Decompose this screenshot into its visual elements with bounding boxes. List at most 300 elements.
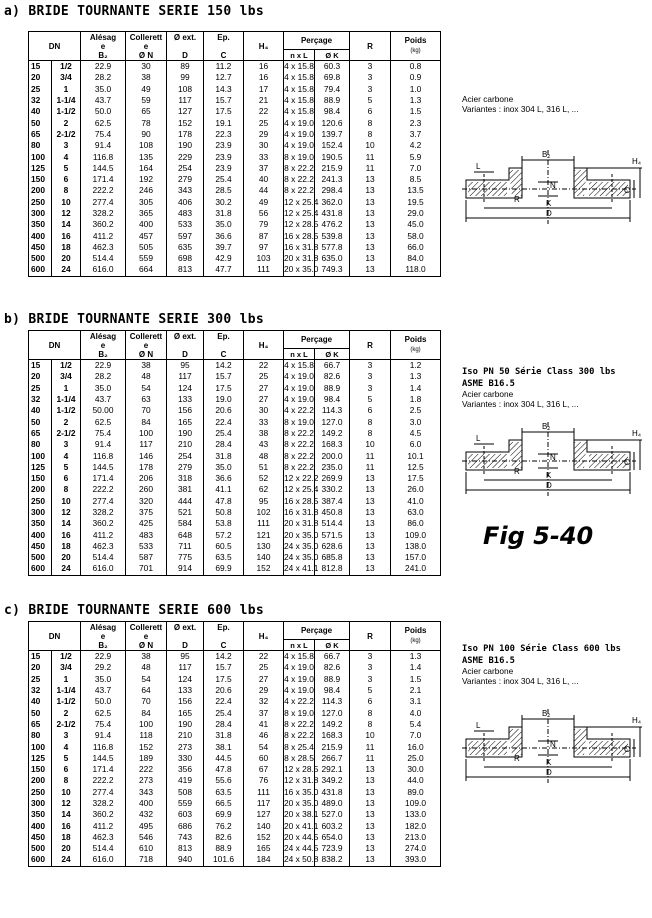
table-cell: 13 <box>350 174 391 185</box>
table-cell: 400 <box>29 820 52 831</box>
table-cell: 3.7 <box>391 129 441 140</box>
table-cell: 44.5 <box>204 753 244 764</box>
table-cell: 35.0 <box>81 383 126 394</box>
table-cell: 5 <box>52 163 81 174</box>
table-cell: 46 <box>244 730 284 741</box>
table-cell: 505 <box>126 242 167 253</box>
table-row <box>29 174 441 185</box>
table-cell: 54 <box>126 674 167 685</box>
table-cell: 277.4 <box>81 787 126 798</box>
table-cell: 616.0 <box>81 854 126 866</box>
table-cell: 22.4 <box>204 416 244 427</box>
table-cell: 330.2 <box>315 484 350 495</box>
table-cell: 3 <box>350 84 391 95</box>
table-cell: 190.5 <box>315 151 350 162</box>
table-cell: 10 <box>52 496 81 507</box>
table-cell: 305 <box>126 197 167 208</box>
table-cell: 95 <box>167 651 204 663</box>
col-percage: Perçage <box>284 622 350 640</box>
table-cell: 0.9 <box>391 72 441 83</box>
table-cell: 13 <box>350 787 391 798</box>
table-cell: 35.0 <box>81 674 126 685</box>
table-cell: 559 <box>126 253 167 264</box>
table-cell: 400 <box>126 798 167 809</box>
col-ep: Ep. C <box>204 32 244 61</box>
table-cell: 78 <box>126 117 167 128</box>
table-cell: 13 <box>350 208 391 219</box>
col-ok: Ø K <box>315 640 350 651</box>
table-cell: 164 <box>126 163 167 174</box>
table-cell: 419 <box>167 775 204 786</box>
table-row <box>29 416 441 427</box>
flange-table-150 <box>28 31 441 277</box>
table-cell: 222.2 <box>81 775 126 786</box>
table-cell: 13 <box>350 820 391 831</box>
table-cell: 32 <box>29 95 52 106</box>
table-cell: 16 <box>244 61 284 73</box>
table-cell: 171.4 <box>81 174 126 185</box>
table-cell: 127.0 <box>315 416 350 427</box>
table-cell: 124 <box>167 674 204 685</box>
table-cell: 3 <box>52 140 81 151</box>
table-cell: 685.8 <box>315 552 350 563</box>
table-cell: 500 <box>29 253 52 264</box>
table-cell: 2.5 <box>391 405 441 416</box>
table-cell: 603 <box>167 809 204 820</box>
table-cell: 30.2 <box>204 197 244 208</box>
table-cell: 13 <box>350 507 391 518</box>
table-cell: 17.5 <box>204 674 244 685</box>
table-cell: 1-1/2 <box>52 106 81 117</box>
table-cell: 22.4 <box>204 696 244 707</box>
table-cell: 20 x 41.1 <box>284 820 319 831</box>
table-cell: 4 <box>52 450 81 461</box>
label-d: D <box>546 209 552 218</box>
col-ext: Ø ext. D <box>167 331 204 360</box>
table-cell: 5 <box>52 753 81 764</box>
table-cell: 11 <box>350 450 391 461</box>
iso-standard-text: Iso PN 100 Série Class 600 lbs <box>462 644 621 654</box>
table-cell: 16.0 <box>391 741 441 752</box>
table-cell: 168.3 <box>315 730 350 741</box>
table-row <box>29 685 441 696</box>
table-cell: 125 <box>29 753 52 764</box>
table-cell: 66.7 <box>315 360 350 372</box>
label-k: K <box>546 471 552 480</box>
table-cell: 18 <box>52 832 81 843</box>
label-c: C <box>624 745 630 754</box>
table-cell: 80 <box>29 730 52 741</box>
table-cell: 63.5 <box>204 787 244 798</box>
table-cell: 88.9 <box>315 674 350 685</box>
table-cell: 20 x 35.0 <box>284 529 319 540</box>
table-cell: 210 <box>167 730 204 741</box>
table-cell: 13 <box>350 832 391 843</box>
table-cell: 1-1/4 <box>52 95 81 106</box>
table-row <box>29 741 441 752</box>
table-cell: 375 <box>126 507 167 518</box>
table-cell: 13 <box>350 264 391 276</box>
table-cell: 20 <box>52 552 81 563</box>
table-cell: 476.2 <box>315 219 350 230</box>
table-cell: 812.8 <box>315 563 350 575</box>
table-cell: 200 <box>29 775 52 786</box>
table-cell: 1 <box>52 84 81 95</box>
table-cell: 114.3 <box>315 696 350 707</box>
table-cell: 144.5 <box>81 462 126 473</box>
col-dn: DN <box>29 32 81 61</box>
table-row <box>29 507 441 518</box>
col-alesage: Alésag e B₂ <box>81 622 126 651</box>
table-cell: 1 <box>52 383 81 394</box>
table-cell: 483 <box>167 208 204 219</box>
table-cell: 277.4 <box>81 496 126 507</box>
table-cell: 43 <box>244 439 284 450</box>
table-cell: 4 x 19.0 <box>284 685 314 696</box>
table-cell: 190 <box>167 719 204 730</box>
table-row <box>29 394 441 405</box>
table-cell: 14.2 <box>204 651 244 663</box>
table-cell: 8 x 22.2 <box>284 718 314 729</box>
table-cell: 0.8 <box>391 61 441 73</box>
table-cell: 80 <box>29 439 52 450</box>
table-cell: 10 <box>52 197 81 208</box>
side-note-a <box>462 95 579 114</box>
table-cell: 10 <box>350 730 391 741</box>
table-cell: 6 <box>52 764 81 775</box>
table-cell: 4 x 19.0 <box>284 394 314 405</box>
table-cell: 254 <box>167 450 204 461</box>
table-cell: 182.0 <box>391 820 441 831</box>
table-cell: 38.1 <box>204 741 244 752</box>
table-row <box>29 809 441 820</box>
table-cell: 20 x 35.0 <box>284 264 319 275</box>
table-cell: 300 <box>29 507 52 518</box>
table-cell: 616.0 <box>81 264 126 276</box>
table-cell: 79.4 <box>315 84 350 95</box>
table-cell: 22 <box>244 360 284 372</box>
table-cell: 343 <box>126 787 167 798</box>
table-cell: 559 <box>167 798 204 809</box>
table-cell: 411.2 <box>81 230 126 241</box>
table-cell: 127.0 <box>315 707 350 718</box>
table-cell: 70 <box>126 405 167 416</box>
table-cell: 16 x 28.5 <box>284 495 319 506</box>
table-cell: 8 x 22.2 <box>284 162 314 173</box>
table-cell: 114.3 <box>315 405 350 416</box>
table-row <box>29 674 441 685</box>
table-cell: 431.8 <box>315 787 350 798</box>
table-cell: 587 <box>126 552 167 563</box>
table-cell: 13 <box>350 854 391 866</box>
table-cell: 25.4 <box>204 174 244 185</box>
table-cell: 20.6 <box>204 405 244 416</box>
table-cell: 597 <box>167 230 204 241</box>
table-cell: 32 <box>29 685 52 696</box>
table-cell: 118 <box>126 730 167 741</box>
figure-label: Fig 5-40 <box>483 522 594 550</box>
table-cell: 47.8 <box>204 764 244 775</box>
table-row <box>29 820 441 831</box>
section-b-title: b) BRIDE TOURNANTE SERIE 300 lbs <box>4 312 265 327</box>
table-cell: 13 <box>350 809 391 820</box>
table-cell: 24 <box>52 264 81 276</box>
table-cell: 165 <box>167 707 204 718</box>
table-cell: 62.5 <box>81 707 126 718</box>
table-cell: 1 <box>52 674 81 685</box>
table-cell: 20 x 44.5 <box>284 831 319 842</box>
table-cell: 20 <box>29 371 52 382</box>
table-cell: 56 <box>244 208 284 219</box>
table-cell: 178 <box>126 462 167 473</box>
table-cell: 12 <box>52 507 81 518</box>
table-cell: 133.0 <box>391 809 441 820</box>
label-l: L <box>476 434 481 443</box>
table-cell: 3/4 <box>52 72 81 83</box>
table-cell: 15 <box>29 651 52 663</box>
table-cell: 462.3 <box>81 242 126 253</box>
table-cell: 27 <box>244 394 284 405</box>
table-cell: 109.0 <box>391 529 441 540</box>
table-row <box>29 832 441 843</box>
table-cell: 8 x 22.2 <box>284 730 314 741</box>
table-cell: 539.8 <box>315 230 350 241</box>
table-cell: 67 <box>244 764 284 775</box>
table-cell: 100 <box>126 719 167 730</box>
table-row <box>29 798 441 809</box>
table-cell: 241.0 <box>391 563 441 575</box>
table-cell: 124 <box>167 383 204 394</box>
table-row <box>29 95 441 106</box>
table-cell: 387.4 <box>315 496 350 507</box>
table-cell: 156 <box>167 696 204 707</box>
table-cell: 8 x 19.0 <box>284 416 314 427</box>
table-cell: 91.4 <box>81 730 126 741</box>
col-poids: Poids (kg) <box>391 622 441 651</box>
label-l: L <box>476 162 481 171</box>
table-cell: 215.9 <box>315 163 350 174</box>
table-cell: 4 x 19.0 <box>284 117 314 128</box>
table-cell: 320 <box>126 496 167 507</box>
table-cell: 616.0 <box>81 563 126 575</box>
table-cell: 41.1 <box>204 484 244 495</box>
table-cell: 13 <box>350 798 391 809</box>
table-cell: 360.2 <box>81 809 126 820</box>
table-cell: 100 <box>29 450 52 461</box>
table-cell: 3 <box>350 674 391 685</box>
table-cell: 40 <box>244 174 284 185</box>
table-cell: 4.5 <box>391 428 441 439</box>
table-cell: 127 <box>167 106 204 117</box>
table-cell: 457 <box>126 230 167 241</box>
table-cell: 349.2 <box>315 775 350 786</box>
table-cell: 3 <box>350 662 391 673</box>
table-cell: 8 <box>350 416 391 427</box>
table-cell: 8 <box>350 719 391 730</box>
table-cell: 53.8 <box>204 518 244 529</box>
table-cell: 99 <box>167 72 204 83</box>
table-cell: 65 <box>29 719 52 730</box>
table-cell: 157.0 <box>391 552 441 563</box>
table-cell: 22.9 <box>81 651 126 663</box>
table-cell: 3 <box>350 72 391 83</box>
col-collerette: Collerett e Ø N <box>126 32 167 61</box>
table-cell: 6 <box>350 405 391 416</box>
table-cell: 48 <box>126 371 167 382</box>
table-cell: 7.0 <box>391 163 441 174</box>
table-cell: 13 <box>350 775 391 786</box>
table-cell: 654.0 <box>315 832 350 843</box>
table-cell: 88.9 <box>315 95 350 106</box>
table-cell: 425 <box>126 518 167 529</box>
table-cell: 16 <box>52 529 81 540</box>
table-cell: 130 <box>244 541 284 552</box>
table-cell: 3 <box>350 371 391 382</box>
table-cell: 48 <box>126 662 167 673</box>
table-cell: 25 <box>244 662 284 673</box>
table-cell: 65 <box>126 106 167 117</box>
table-cell: 600 <box>29 563 52 575</box>
table-cell: 21 <box>244 95 284 106</box>
table-cell: 88.9 <box>315 383 350 394</box>
table-cell: 4 x 19.0 <box>284 128 314 139</box>
table-cell: 406 <box>167 197 204 208</box>
table-cell: 41 <box>244 719 284 730</box>
table-row <box>29 253 441 264</box>
table-cell: 84.0 <box>391 253 441 264</box>
table-cell: 69.8 <box>315 72 350 83</box>
table-cell: 59 <box>126 95 167 106</box>
table-cell: 3 <box>350 651 391 663</box>
table-cell: 330 <box>167 753 204 764</box>
table-cell: 4 <box>52 151 81 162</box>
label-h4: H₄ <box>632 716 642 725</box>
table-cell: 75.4 <box>81 129 126 140</box>
table-cell: 63.0 <box>391 507 441 518</box>
table-cell: 22.9 <box>81 61 126 73</box>
table-cell: 7.0 <box>391 730 441 741</box>
flange-table-600 <box>28 621 441 867</box>
table-cell: 450 <box>29 541 52 552</box>
table-cell: 43.7 <box>81 394 126 405</box>
table-cell: 28.4 <box>204 439 244 450</box>
side-note-c <box>462 643 621 686</box>
table-row <box>29 484 441 495</box>
table-cell: 11 <box>350 753 391 764</box>
table-cell: 31.8 <box>204 208 244 219</box>
table-cell: 44.0 <box>391 775 441 786</box>
col-ep: Ep. C <box>204 331 244 360</box>
label-n: N <box>550 181 556 190</box>
section-c-title: c) BRIDE TOURNANTE SERIE 600 lbs <box>4 603 265 618</box>
table-cell: 15 <box>29 360 52 372</box>
table-cell: 75.4 <box>81 719 126 730</box>
table-cell: 15.7 <box>204 95 244 106</box>
table-cell: 108 <box>167 84 204 95</box>
table-cell: 2.3 <box>391 117 441 128</box>
table-cell: 222.2 <box>81 484 126 495</box>
table-cell: 35.0 <box>81 84 126 95</box>
table-cell: 48 <box>244 450 284 461</box>
table-cell: 200 <box>29 185 52 196</box>
table-cell: 40 <box>29 696 52 707</box>
table-cell: 20 <box>29 72 52 83</box>
table-cell: 250 <box>29 496 52 507</box>
table-row <box>29 151 441 162</box>
table-cell: 200 <box>29 484 52 495</box>
label-b2: B₂ <box>542 422 551 431</box>
table-cell: 117 <box>167 371 204 382</box>
table-cell: 50.0 <box>81 106 126 117</box>
table-cell: 102 <box>244 507 284 518</box>
table-cell: 222 <box>126 764 167 775</box>
table-cell: 11 <box>350 151 391 162</box>
label-d: D <box>546 768 552 777</box>
table-cell: 16 <box>52 820 81 831</box>
table-cell: 190 <box>167 428 204 439</box>
table-cell: 30.0 <box>391 764 441 775</box>
table-cell: 20 x 38.1 <box>284 809 319 820</box>
table-cell: 82.6 <box>315 662 350 673</box>
table-cell: 70 <box>126 696 167 707</box>
table-row <box>29 843 441 854</box>
table-row <box>29 753 441 764</box>
table-cell: 12 x 22.2 <box>284 473 319 484</box>
table-cell: 648 <box>167 529 204 540</box>
table-cell: 116.8 <box>81 450 126 461</box>
table-cell: 44 <box>244 185 284 196</box>
table-cell: 19.5 <box>391 197 441 208</box>
variants-text: Variantes : inox 304 L, 316 L, ... <box>462 675 579 686</box>
table-cell: 4 x 15.8 <box>284 651 314 662</box>
table-cell: 600 <box>29 854 52 866</box>
table-cell: 30 <box>244 140 284 151</box>
table-cell: 22.9 <box>81 360 126 372</box>
table-cell: 1.4 <box>391 662 441 673</box>
table-cell: 813 <box>167 264 204 276</box>
table-cell: 38 <box>126 651 167 663</box>
table-cell: 13 <box>350 529 391 540</box>
table-cell: 95 <box>244 496 284 507</box>
col-collerette: Collerett e Ø N <box>126 331 167 360</box>
table-cell: 2 <box>52 416 81 427</box>
table-cell: 149.2 <box>315 428 350 439</box>
table-cell: 29.2 <box>81 662 126 673</box>
table-cell: 610 <box>126 843 167 854</box>
table-cell: 103 <box>244 253 284 264</box>
table-cell: 54 <box>244 741 284 752</box>
table-cell: 36.6 <box>204 230 244 241</box>
table-cell: 4 <box>52 741 81 752</box>
col-nxl: n x L <box>284 349 315 360</box>
table-cell: 66.5 <box>204 798 244 809</box>
table-cell: 43.7 <box>81 95 126 106</box>
table-cell: 31.8 <box>204 730 244 741</box>
table-cell: 66.0 <box>391 242 441 253</box>
table-cell: 42.9 <box>204 253 244 264</box>
table-cell: 1.8 <box>391 394 441 405</box>
table-cell: 462.3 <box>81 541 126 552</box>
table-cell: 8 <box>350 428 391 439</box>
table-cell: 20 x 35.0 <box>284 798 319 808</box>
table-cell: 3 <box>350 383 391 394</box>
table-cell: 350 <box>29 219 52 230</box>
table-cell: 20.6 <box>204 685 244 696</box>
table-cell: 20 x 31.8 <box>284 253 319 264</box>
table-cell: 23.9 <box>204 140 244 151</box>
table-cell: 266.7 <box>315 753 350 764</box>
col-ext: Ø ext. D <box>167 32 204 61</box>
